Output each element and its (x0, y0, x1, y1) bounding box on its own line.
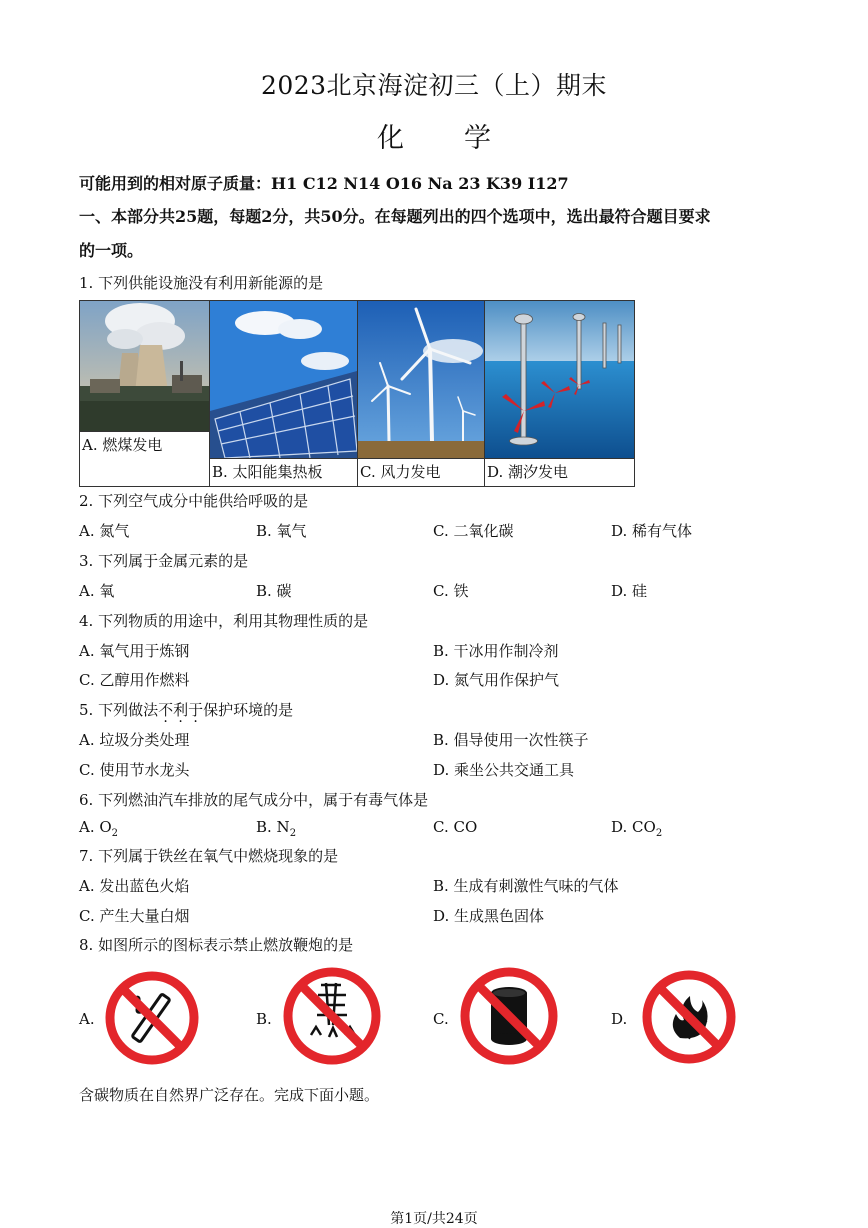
q5-emphasis-char: 于 (188, 701, 204, 719)
q6-option-c: C. CO (433, 818, 478, 836)
q3-option-a: A. 氧 (79, 582, 115, 600)
q3-option-d: D. 硅 (611, 582, 648, 600)
q4-option-b: B. 干冰用作制冷剂 (433, 642, 559, 660)
q7-option-b: B. 生成有刺激性气味的气体 (433, 877, 619, 895)
q2-stem: 2. 下列空气成分中能供给呼吸的是 (79, 492, 309, 510)
q8-label-d: D. (611, 1010, 628, 1028)
q1-option-d: D. 潮汐发电 (485, 458, 634, 486)
section-instructions-line1: 一、本部分共25题，每题2分，共50分。在每题列出的四个选项中，选出最符合题目要求 (79, 207, 711, 226)
no-firecrackers-sign-icon (281, 965, 383, 1067)
q1-option-a: A. 燃煤发电 (80, 431, 209, 459)
q3-stem: 3. 下列属于金属元素的是 (79, 552, 249, 570)
q7-option-d: D. 生成黑色固体 (433, 907, 545, 925)
q2-option-b: B. 氧气 (256, 522, 307, 540)
no-open-flame-sign-icon (640, 968, 738, 1066)
q6-option-b: B. $N_2$ (256, 818, 297, 839)
page-title: 2023北京海淀初三（上）期末 (260, 71, 608, 100)
q5-option-d: D. 乘坐公共交通工具 (433, 761, 575, 779)
q1-option-c: C. 风力发电 (358, 458, 484, 486)
q1-image-solar-panel (210, 301, 358, 487)
q1-image-table (79, 300, 635, 487)
q4-option-c: C. 乙醇用作燃料 (79, 671, 190, 689)
subject-title: 化学 (377, 123, 551, 154)
atomic-masses: 可能用到的相对原子质量：H1 C12 N14 O16 Na 23 K39 I127 (79, 174, 569, 193)
q5-emphasis-char: 不 (158, 701, 174, 719)
q5-stem-post: 保护环境的是 (203, 701, 294, 719)
q5-option-c: C. 使用节水龙头 (79, 761, 190, 779)
q3-option-b: B. 碳 (256, 582, 292, 600)
q5-emphasis-char: 利 (173, 701, 189, 719)
q4-stem: 4. 下列物质的用途中，利用其物理性质的是 (79, 612, 369, 630)
no-oil-barrel-sign-icon (458, 965, 560, 1067)
q5-stem (79, 699, 293, 720)
q5-option-b: B. 倡导使用一次性筷子 (433, 731, 589, 749)
q6-option-a: A. $O_2$ (79, 818, 119, 839)
q5-option-a: A. 垃圾分类处理 (79, 731, 190, 749)
q4-option-d: D. 氮气用作保护气 (433, 671, 560, 689)
page-footer: 第1页/共24页 (390, 1211, 478, 1227)
q2-option-a: A. 氮气 (79, 522, 130, 540)
q1-stem: 1. 下列供能设施没有利用新能源的是 (79, 274, 324, 292)
q1-image-tidal-power (485, 301, 635, 487)
q7-stem: 7. 下列属于铁丝在氧气中燃烧现象的是 (79, 847, 339, 865)
q3-option-c: C. 铁 (433, 582, 469, 600)
q6-option-d: D. $CO_2$ (611, 818, 663, 839)
q7-option-a: A. 发出蓝色火焰 (79, 877, 190, 895)
q8-label-b: B. (256, 1010, 272, 1028)
q1-option-b: B. 太阳能集热板 (210, 458, 357, 486)
q8-label-c: C. (433, 1010, 449, 1028)
no-smoking-sign-icon (104, 970, 200, 1066)
q1-image-coal-plant (80, 301, 210, 487)
q5-stem-pre: 5. 下列做法 (79, 701, 159, 719)
q7-option-c: C. 产生大量白烟 (79, 907, 190, 925)
section-instructions-line2: 的一项。 (79, 241, 144, 260)
q8-label-a: A. (79, 1010, 95, 1028)
q6-stem: 6. 下列燃油汽车排放的尾气成分中，属于有毒气体是 (79, 791, 429, 809)
passage-intro: 含碳物质在自然界广泛存在。完成下面小题。 (79, 1086, 380, 1104)
q8-stem: 8. 如图所示的图标表示禁止燃放鞭炮的是 (79, 936, 354, 954)
q2-option-c: C. 二氧化碳 (433, 522, 514, 540)
q4-option-a: A. 氧气用于炼钢 (79, 642, 190, 660)
q2-option-d: D. 稀有气体 (611, 522, 693, 540)
q1-image-wind-turbines (358, 301, 485, 487)
